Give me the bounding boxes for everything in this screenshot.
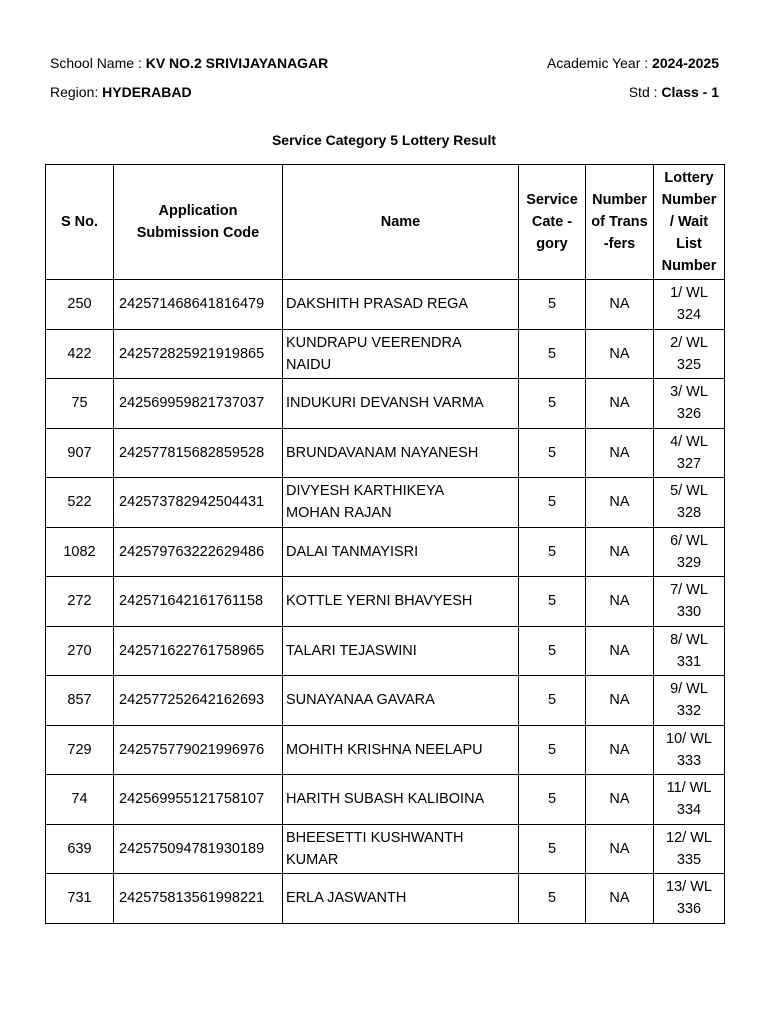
- col-header-sno: S No.: [46, 165, 114, 280]
- school-name-value: KV NO.2 SRIVIJAYANAGAR: [145, 55, 329, 71]
- cell-transfers: NA: [586, 824, 654, 874]
- cell-transfers: NA: [586, 874, 654, 924]
- table-row: [46, 775, 725, 825]
- cell-name: BRUNDAVANAM NAYANESH: [283, 428, 519, 478]
- col-header-service-category: Service Cate - gory: [519, 165, 586, 280]
- cell-transfers: NA: [586, 725, 654, 775]
- table-row: [46, 329, 725, 379]
- cell-name: DAKSHITH PRASAD REGA: [283, 280, 519, 330]
- cell-name: MOHITH KRISHNA NEELAPU: [283, 725, 519, 775]
- col-header-code: Application Submission Code: [114, 165, 283, 280]
- cell-lottery-number: 10/ WL 333: [654, 725, 725, 775]
- cell-transfers: NA: [586, 379, 654, 429]
- region-label: Region:: [50, 84, 103, 100]
- table-row: [46, 626, 725, 676]
- cell-sno: 75: [46, 379, 114, 429]
- cell-application-code: 242575813561998221: [114, 874, 283, 924]
- cell-service-category: 5: [519, 626, 586, 676]
- cell-lottery-number: 11/ WL 334: [654, 775, 725, 825]
- academic-year-line: [547, 54, 719, 72]
- cell-application-code: 242579763222629486: [114, 527, 283, 577]
- std-label: Std :: [628, 84, 662, 100]
- cell-service-category: 5: [519, 478, 586, 528]
- cell-transfers: NA: [586, 626, 654, 676]
- cell-lottery-number: 12/ WL 335: [654, 824, 725, 874]
- cell-lottery-number: 4/ WL 327: [654, 428, 725, 478]
- cell-service-category: 5: [519, 329, 586, 379]
- cell-name: DIVYESH KARTHIKEYA MOHAN RAJAN: [283, 478, 519, 528]
- school-name-line: [50, 54, 328, 72]
- cell-service-category: 5: [519, 874, 586, 924]
- cell-application-code: 242573782942504431: [114, 478, 283, 528]
- cell-lottery-number: 3/ WL 326: [654, 379, 725, 429]
- cell-service-category: 5: [519, 280, 586, 330]
- table-row: [46, 428, 725, 478]
- academic-year-value: 2024-2025: [652, 55, 719, 71]
- cell-name: KOTTLE YERNI BHAVYESH: [283, 577, 519, 627]
- cell-transfers: NA: [586, 280, 654, 330]
- cell-sno: 639: [46, 824, 114, 874]
- cell-name: KUNDRAPU VEERENDRA NAIDU: [283, 329, 519, 379]
- cell-sno: 422: [46, 329, 114, 379]
- cell-sno: 907: [46, 428, 114, 478]
- cell-lottery-number: 8/ WL 331: [654, 626, 725, 676]
- cell-transfers: NA: [586, 577, 654, 627]
- cell-transfers: NA: [586, 527, 654, 577]
- cell-sno: 1082: [46, 527, 114, 577]
- cell-application-code: 242571642161761158: [114, 577, 283, 627]
- cell-sno: 729: [46, 725, 114, 775]
- cell-service-category: 5: [519, 676, 586, 726]
- cell-service-category: 5: [519, 379, 586, 429]
- cell-name: INDUKURI DEVANSH VARMA: [283, 379, 519, 429]
- cell-transfers: NA: [586, 775, 654, 825]
- cell-sno: 731: [46, 874, 114, 924]
- table-row: [46, 874, 725, 924]
- cell-name: HARITH SUBASH KALIBOINA: [283, 775, 519, 825]
- cell-name: BHEESETTI KUSHWANTH KUMAR: [283, 824, 519, 874]
- table-row: [46, 577, 725, 627]
- cell-application-code: 242571468641816479: [114, 280, 283, 330]
- cell-lottery-number: 9/ WL 332: [654, 676, 725, 726]
- region-value: HYDERABAD: [102, 84, 192, 100]
- cell-sno: 857: [46, 676, 114, 726]
- cell-service-category: 5: [519, 775, 586, 825]
- academic-year-label: Academic Year :: [546, 55, 653, 71]
- table-row: [46, 379, 725, 429]
- cell-service-category: 5: [519, 577, 586, 627]
- lottery-result-table: [45, 164, 725, 924]
- cell-service-category: 5: [519, 824, 586, 874]
- cell-lottery-number: 5/ WL 328: [654, 478, 725, 528]
- table-row: [46, 725, 725, 775]
- std-value: Class - 1: [661, 84, 719, 100]
- cell-lottery-number: 1/ WL 324: [654, 280, 725, 330]
- cell-sno: 522: [46, 478, 114, 528]
- cell-service-category: 5: [519, 725, 586, 775]
- cell-application-code: 242569959821737037: [114, 379, 283, 429]
- cell-application-code: 242577252642162693: [114, 676, 283, 726]
- col-header-lottery-number: Lottery Number / Wait List Number: [654, 165, 725, 280]
- cell-sno: 250: [46, 280, 114, 330]
- cell-lottery-number: 13/ WL 336: [654, 874, 725, 924]
- table-row: [46, 280, 725, 330]
- cell-name: DALAI TANMAYISRI: [283, 527, 519, 577]
- cell-lottery-number: 2/ WL 325: [654, 329, 725, 379]
- cell-application-code: 242571622761758965: [114, 626, 283, 676]
- table-row: [46, 478, 725, 528]
- cell-name: ERLA JASWANTH: [283, 874, 519, 924]
- page-title: Service Category 5 Lottery Result: [271, 132, 497, 148]
- std-line: [629, 83, 719, 101]
- region-line: [50, 83, 192, 101]
- cell-application-code: 242575094781930189: [114, 824, 283, 874]
- cell-application-code: 242569955121758107: [114, 775, 283, 825]
- cell-application-code: 242575779021996976: [114, 725, 283, 775]
- cell-name: TALARI TEJASWINI: [283, 626, 519, 676]
- table-row: [46, 676, 725, 726]
- cell-transfers: NA: [586, 329, 654, 379]
- cell-transfers: NA: [586, 428, 654, 478]
- cell-sno: 270: [46, 626, 114, 676]
- table-row: [46, 824, 725, 874]
- cell-lottery-number: 6/ WL 329: [654, 527, 725, 577]
- cell-lottery-number: 7/ WL 330: [654, 577, 725, 627]
- col-header-transfers: Number of Trans -fers: [586, 165, 654, 280]
- cell-transfers: NA: [586, 478, 654, 528]
- cell-application-code: 242577815682859528: [114, 428, 283, 478]
- cell-sno: 74: [46, 775, 114, 825]
- table-row: [46, 527, 725, 577]
- col-header-name: Name: [283, 165, 519, 280]
- cell-name: SUNAYANAA GAVARA: [283, 676, 519, 726]
- cell-service-category: 5: [519, 428, 586, 478]
- cell-sno: 272: [46, 577, 114, 627]
- cell-transfers: NA: [586, 676, 654, 726]
- cell-service-category: 5: [519, 527, 586, 577]
- cell-application-code: 242572825921919865: [114, 329, 283, 379]
- table-header-row: [46, 165, 725, 280]
- school-name-label: School Name :: [50, 55, 146, 71]
